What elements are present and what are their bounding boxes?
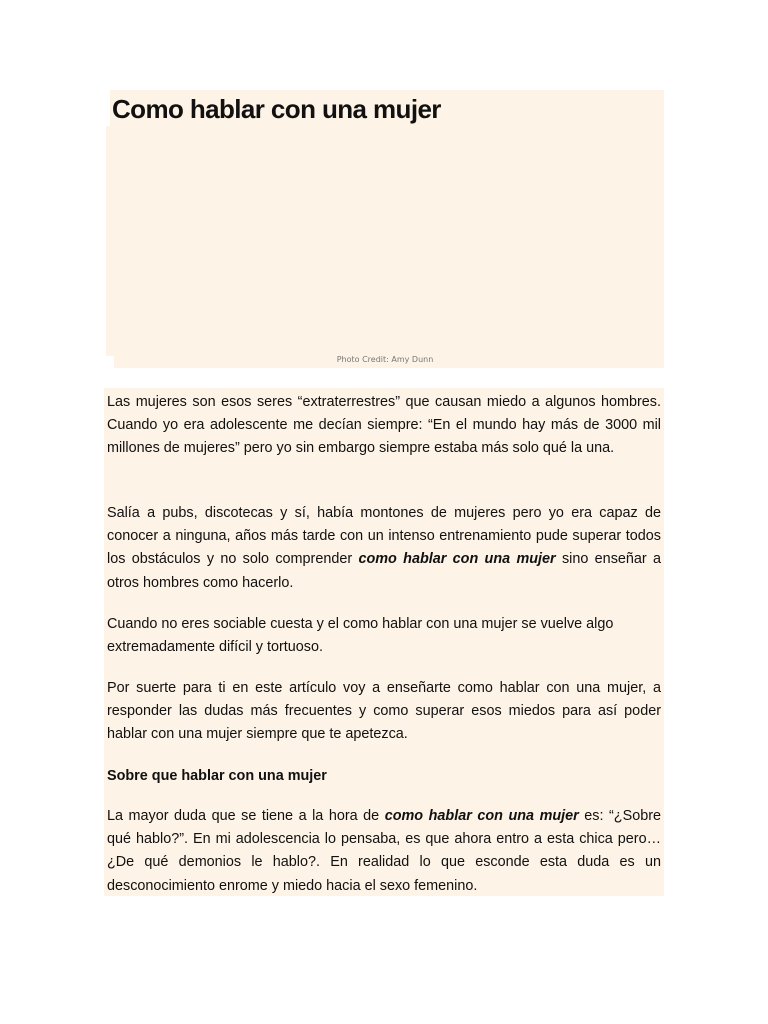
photo-credit: Photo Credit: Amy Dunn [336,355,434,364]
section-heading: Sobre que hablar con una mujer [107,768,327,784]
paragraph-text: es: “¿Sobre qué hablo?”. En mi adolescencia lo pensaba, es que ahora entro a esta chica pero… ¿De qué demonios le hablo?. En realidad lo que esconde esta duda es un desconocimiento enrome y miedo hacia el sexo femenino. [107,808,662,894]
paragraph-main-question [107,805,661,898]
paragraph-text: Salía a pubs, discotecas y sí, había montones de mujeres pero yo era capaz de conocer a ninguna, años más tarde con un intenso entrenamiento pude superar todos los obstáculos y no solo comprender [107,505,661,568]
keyword-emphasis: como hablar con una mujer [384,808,579,824]
paragraph-text: La mayor duda que se tiene a la hora de [107,808,385,824]
paragraph-experience [107,502,661,595]
page-title: Como hablar con una mujer [112,94,441,124]
banner-corner [106,356,114,368]
banner-edge [106,90,110,126]
title-banner [106,90,664,368]
paragraph-text: sino enseñar a otros hombres como hacerlo. [107,551,662,591]
paragraph-intro: Las mujeres son esos seres “extraterrestres” que causan miedo a algunos hombres. Cuando yo era adolescente me decían siempre: “En el mundo hay más de 3000 mil millones de mujeres” pero yo sin embargo siempre estaba más solo qué la una. [107,394,661,457]
paragraph-difficulty: Cuando no eres sociable cuesta y el como hablar con una mujer se vuelve algo extremadamente difícil y tortuoso. [107,616,614,656]
paragraph-promise: Por suerte para ti en este artículo voy a enseñarte como hablar con una mujer, a responder las dudas más frecuentes y como superar esos miedos para así poder hablar con una mujer siempre que te apetezca. [107,680,661,743]
keyword-emphasis: como hablar con una mujer [358,551,556,568]
article-body [104,388,664,896]
